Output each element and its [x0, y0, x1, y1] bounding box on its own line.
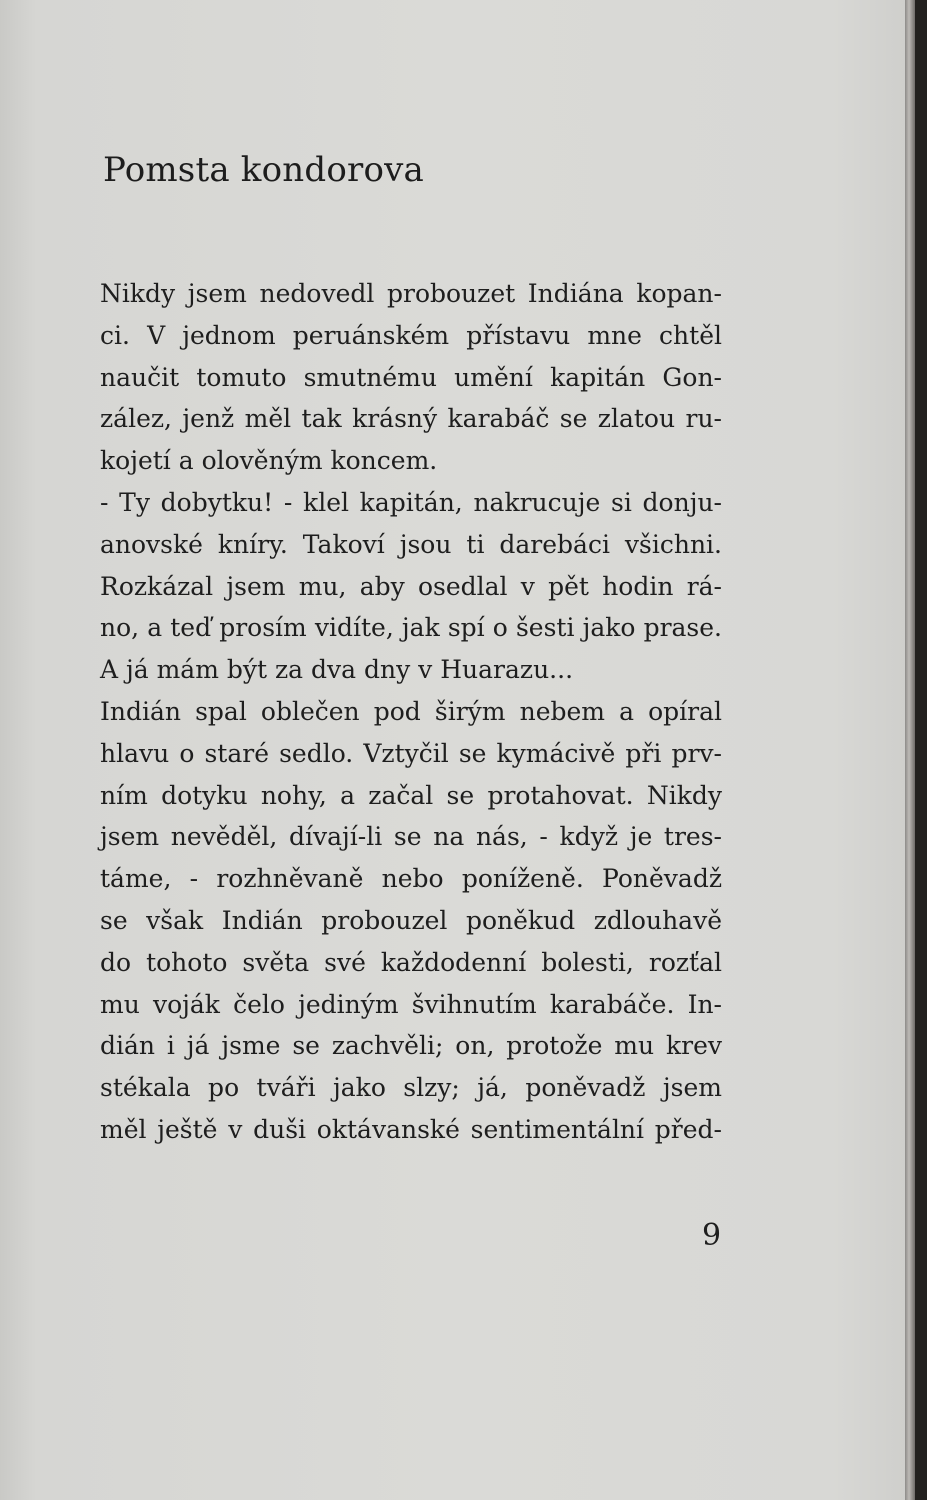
- text-line: zález, jenž měl tak krásný karabáč se zlatou ru-: [100, 404, 722, 434]
- binding-shadow: [915, 0, 927, 1500]
- text-line: se však Indián probouzel poněkud zdlouhavě: [100, 905, 722, 935]
- text-line: Rozkázal jsem mu, aby osedlal v pět hodin rá-: [100, 571, 722, 601]
- text-line: hlavu o staré sedlo. Vztyčil se kymácivě při prv-: [100, 738, 722, 768]
- text-line: Nikdy jsem nedovedl probouzet Indiána kopan-: [100, 279, 722, 308]
- body-text: [100, 273, 722, 1151]
- text-line: jsem nevěděl, dívají-li se na nás, - když je tres-: [100, 822, 722, 852]
- chapter-title: Pomsta kondorova: [103, 150, 425, 190]
- text-line: mu voják čelo jediným švihnutím karabáče. In-: [100, 989, 722, 1019]
- text-line: ci. V jednom peruánském přístavu mne chtěl: [100, 320, 722, 350]
- text-line: anovské kníry. Takoví jsou ti darebáci všichni.: [100, 529, 722, 559]
- text-line: naučit tomuto smutnému umění kapitán Gon-: [100, 362, 722, 392]
- text-line: do tohoto světa své každodenní bolesti, rozťal: [100, 947, 722, 977]
- text-line: kojetí a olověným koncem.: [100, 446, 438, 476]
- page-edge: [905, 0, 915, 1500]
- text-line: no, a teď prosím vidíte, jak spí o šesti jako prase.: [100, 613, 722, 643]
- text-line: - Ty dobytku! - klel kapitán, nakrucuje si donju-: [100, 487, 722, 517]
- text-line: Indián spal oblečen pod širým nebem a opíral: [100, 696, 722, 726]
- text-line: A já mám být za dva dny v Huarazu...: [100, 655, 574, 685]
- text-line: dián i já jsme se zachvěli; on, protože mu krev: [100, 1031, 722, 1061]
- text-line: táme, - rozhněvaně nebo poníženě. Poněvadž: [100, 864, 722, 894]
- page-number: 9: [702, 1218, 722, 1253]
- text-line: stékala po tváři jako slzy; já, poněvadž jsem: [100, 1073, 722, 1103]
- text-line: měl ještě v duši oktávanské sentimentální před-: [100, 1114, 722, 1144]
- text-line: ním dotyku nohy, a začal se protahovat. Nikdy: [100, 780, 722, 810]
